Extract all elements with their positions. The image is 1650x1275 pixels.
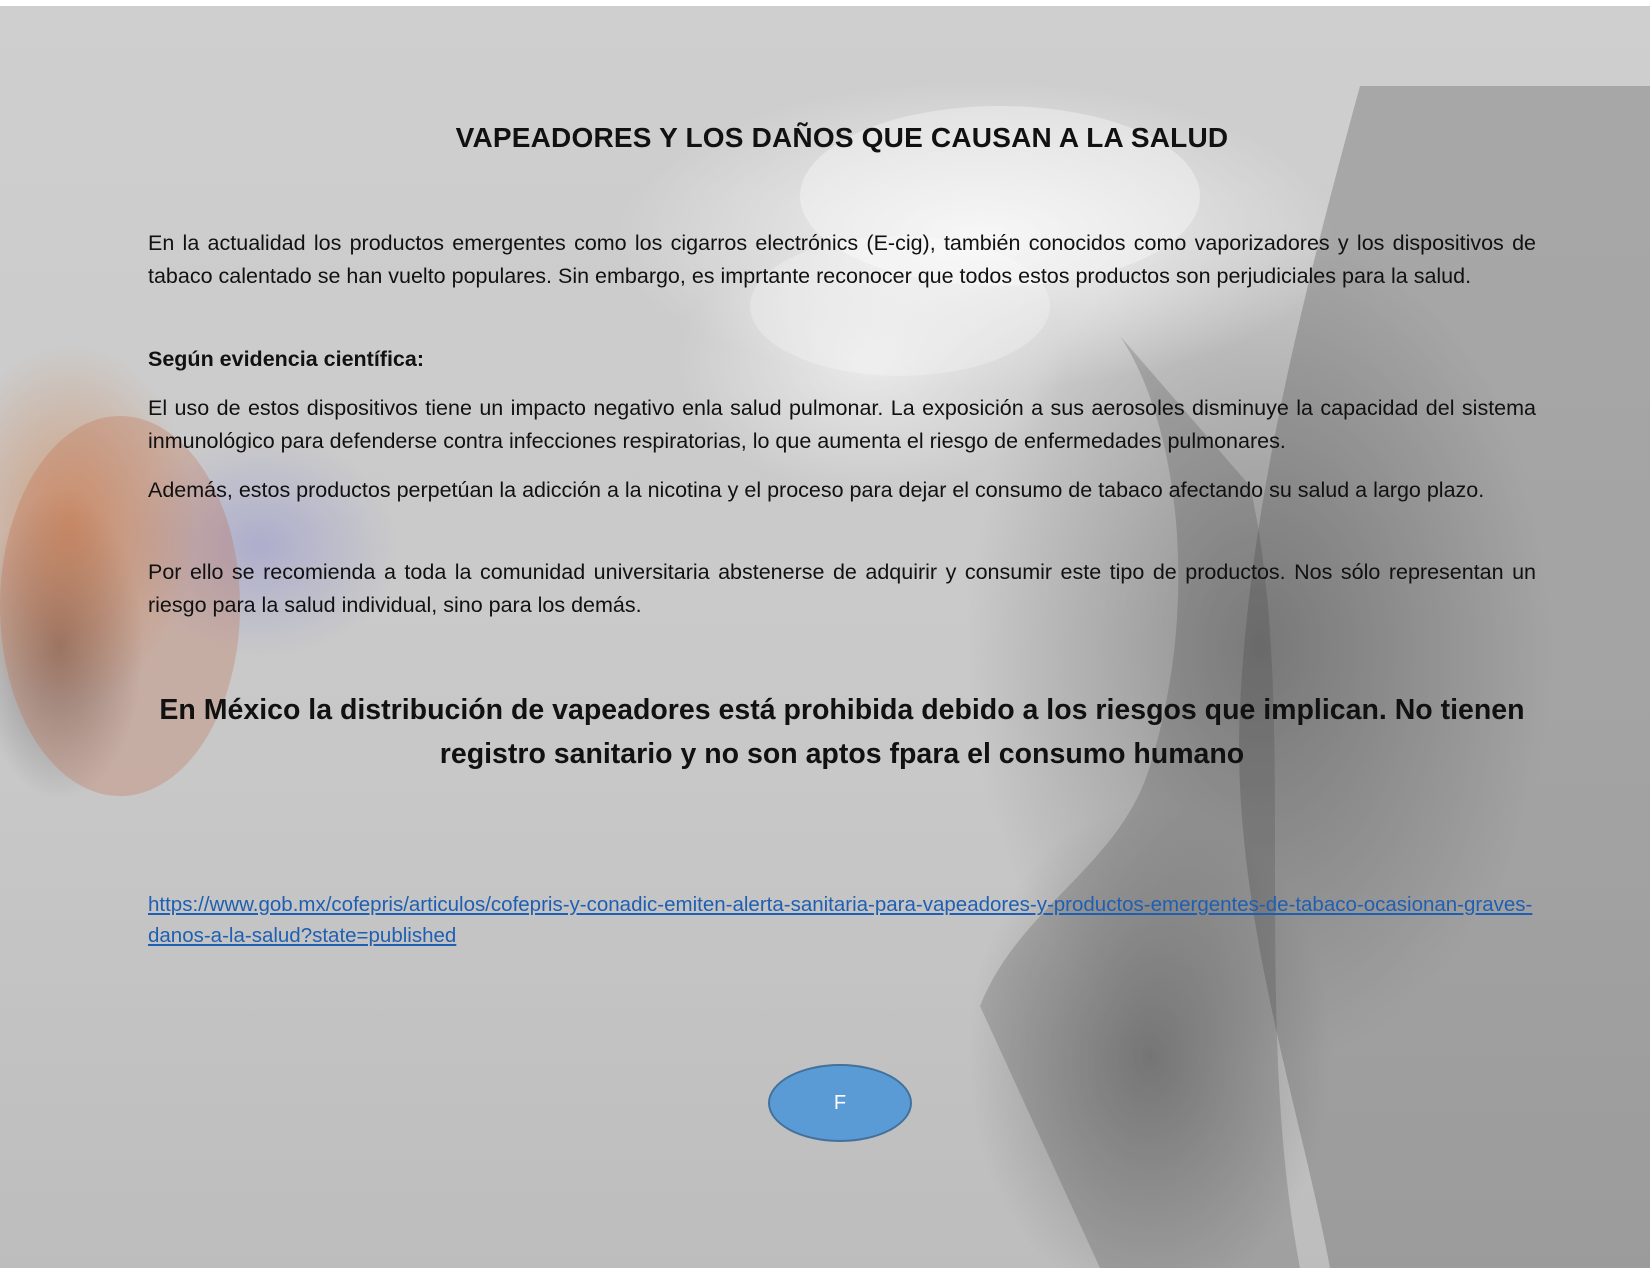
intro-paragraph: En la actualidad los productos emergentes como los cigarros electrónics (E-cig), también conocidos como vaporizadores y los dispositivos de tabaco calentado se han vuelto populares. Sin embargo, es imprtante reconocer que todos estos productos son perjudiciales para la salud. <box>148 231 1536 288</box>
oval-shape <box>768 1064 912 1142</box>
lung-health-paragraph: El uso de estos dispositivos tiene un impacto negativo enla salud pulmonar. La exposición a sus aerosoles disminuye la capacidad del sistema inmunológico para defenderse contra infecciones respiratorias, lo que aumenta el riesgo de enfermedades pulmonares. <box>148 396 1536 453</box>
addiction-paragraph: Además, estos productos perpetúan la adicción a la nicotina y el proceso para dejar el consumo de tabaco afectando su salud a largo plazo. <box>148 478 1485 502</box>
oval-shape-label: F <box>833 1091 847 1114</box>
document-title: VAPEADORES Y LOS DAÑOS QUE CAUSAN A LA SALUD <box>455 122 1229 153</box>
source-link[interactable]: https://www.gob.mx/cofepris/articulos/cofepris-y-conadic-emiten-alerta-sanitaria-para-vapeadores-y-productos-emergentes-de-tabaco-ocasionan-graves-danos-a-la-salud?state=published <box>148 893 1533 947</box>
evidence-heading: Según evidencia científica: <box>148 347 425 371</box>
prohibition-statement: En México la distribución de vapeadores está prohibida debido a los riesgos que implican. No tienen registro sanitario y no son aptos fpara el consumo humano <box>159 694 1525 770</box>
page-background <box>0 6 1650 1268</box>
recommendation-paragraph: Por ello se recomienda a toda la comunidad universitaria abstenerse de adquirir y consumir este tipo de productos. Nos sólo representan un riesgo para la salud individual, sino para los demás. <box>148 560 1536 617</box>
